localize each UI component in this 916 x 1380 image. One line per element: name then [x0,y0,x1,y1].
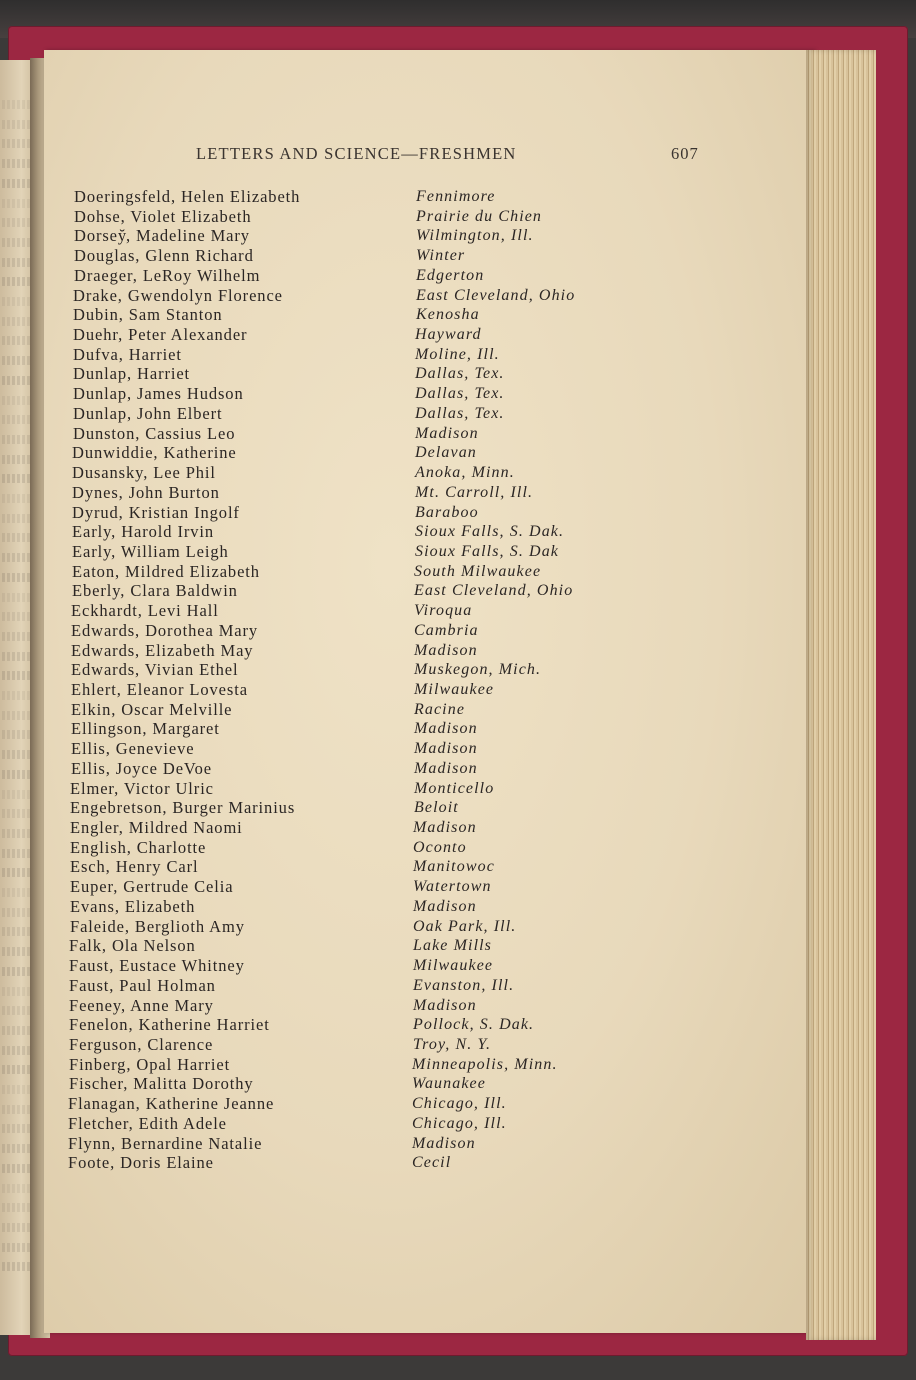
student-hometown: Milwaukee [414,681,495,698]
student-name: Dufva, Harriet [73,345,182,364]
student-name: Ellingson, Margaret [71,719,220,738]
student-hometown: Watertown [413,878,492,895]
student-name: Engler, Mildred Naomi [70,818,243,837]
student-name: Douglas, Glenn Richard [74,246,254,265]
student-hometown: Monticello [414,780,495,797]
student-name: Flynn, Bernardine Natalie [68,1134,263,1153]
student-hometown: Moline, Ill. [415,346,500,363]
student-hometown: Wilmington, Ill. [416,227,534,244]
student-hometown: Milwaukee [413,957,494,974]
student-hometown: South Milwaukee [414,563,542,580]
student-hometown: Madison [414,720,478,737]
student-hometown: Oak Park, Ill. [413,918,517,935]
student-name: Draeger, LeRoy Wilhelm [74,266,261,285]
student-hometown: Hayward [415,326,482,343]
student-name: Elkin, Oscar Melville [71,700,233,719]
student-hometown: Fennimore [416,188,496,205]
student-hometown: Sioux Falls, S. Dak. [415,523,565,540]
student-hometown: Winter [416,247,466,264]
student-hometown: Beloit [414,799,459,816]
student-name: Elmer, Victor Ulric [70,779,214,798]
student-hometown: Madison [413,997,477,1014]
student-name: Engebretson, Burger Marinius [70,798,296,817]
student-hometown: Minneapolis, Minn. [412,1056,558,1073]
student-name: Dynes, John Burton [72,483,220,502]
student-name: Drake, Gwendolyn Florence [73,286,283,305]
running-head: LETTERS AND SCIENCE—FRESHMEN [196,144,517,163]
student-hometown: Lake Mills [413,937,492,954]
student-hometown: Madison [415,425,479,442]
student-name: Dunwiddie, Katherine [72,443,237,462]
student-hometown: Baraboo [415,504,479,521]
student-hometown: Manitowoc [413,858,495,875]
student-hometown: Edgerton [416,267,485,284]
student-name: Edwards, Vivian Ethel [71,660,239,679]
student-name: Ellis, Joyce DeVoe [71,759,212,778]
page-number: 607 [671,144,699,163]
student-name: Faust, Paul Holman [69,976,216,995]
student-hometown: Madison [414,642,478,659]
student-name: Edwards, Dorothea Mary [71,621,259,640]
student-name: Dunlap, Harriet [73,364,191,383]
student-name: Ellis, Genevieve [71,739,195,758]
student-name: Esch, Henry Carl [70,857,199,876]
student-name: Fletcher, Edith Adele [68,1114,227,1133]
student-hometown: Cecil [412,1154,452,1171]
student-hometown: Chicago, Ill. [412,1095,507,1112]
student-hometown: Sioux Falls, S. Dak [415,543,559,560]
student-name: Early, Harold Irvin [72,522,215,541]
student-name: Foote, Doris Elaine [68,1153,214,1172]
student-hometown: Racine [414,701,466,718]
student-name: Dubin, Sam Stanton [73,305,223,324]
student-name: Dunston, Cassius Leo [73,424,236,443]
student-hometown: East Cleveland, Ohio [416,287,576,304]
student-hometown: Oconto [413,839,467,856]
student-hometown: Cambria [414,622,479,639]
student-name: Fischer, Malitta Dorothy [69,1074,254,1093]
student-hometown: Dallas, Tex. [415,385,505,402]
student-name: Flanagan, Katherine Jeanne [68,1094,275,1113]
student-name: Early, William Leigh [72,542,229,561]
student-name: Dusansky, Lee Phil [72,463,216,482]
student-hometown: Madison [413,898,477,915]
student-name: Fenelon, Katherine Harriet [69,1015,270,1034]
student-name: Doeringsfeld, Helen Elizabeth [74,187,301,206]
student-hometown: Viroqua [414,602,473,619]
student-name: Eckhardt, Levi Hall [71,601,219,620]
student-hometown: Madison [412,1135,476,1152]
student-hometown: Anoka, Minn. [415,464,515,481]
student-name: Euper, Gertrude Celia [70,877,234,896]
student-name: Edwards, Elizabeth May [71,641,254,660]
student-hometown: Muskegon, Mich. [414,661,542,678]
student-hometown: Madison [414,740,478,757]
student-name: Dunlap, John Elbert [73,404,223,423]
student-name: Dorsey̆, Madeline Mary [74,226,250,245]
student-name: Dyrud, Kristian Ingolf [72,503,240,522]
student-hometown: Madison [414,760,478,777]
student-hometown: Delavan [415,444,477,461]
student-name: Feeney, Anne Mary [69,996,214,1015]
student-name: Duehr, Peter Alexander [73,325,248,344]
student-name: English, Charlotte [70,838,207,857]
student-hometown: Chicago, Ill. [412,1115,507,1132]
student-name: Finberg, Opal Harriet [69,1055,231,1074]
student-hometown: Dallas, Tex. [415,405,505,422]
student-name: Dohse, Violet Elizabeth [74,207,252,226]
student-name: Dunlap, James Hudson [73,384,244,403]
student-name: Falk, Ola Nelson [69,936,196,955]
student-hometown: Prairie du Chien [416,208,543,225]
student-hometown: Madison [413,819,477,836]
student-name: Faust, Eustace Whitney [69,956,245,975]
student-name: Ferguson, Clarence [69,1035,214,1054]
student-name: Eaton, Mildred Elizabeth [72,562,260,581]
student-hometown: Waunakee [412,1075,486,1092]
student-hometown: East Cleveland, Ohio [414,582,574,599]
student-name: Eberly, Clara Baldwin [72,581,238,600]
student-hometown: Kenosha [416,306,480,323]
student-hometown: Dallas, Tex. [415,365,505,382]
student-hometown: Mt. Carroll, Ill. [415,484,534,501]
student-name: Ehlert, Eleanor Lovesta [71,680,248,699]
page-edges [806,50,876,1340]
student-name: Evans, Elizabeth [70,897,196,916]
student-hometown: Troy, N. Y. [413,1036,492,1053]
student-hometown: Evanston, Ill. [413,977,515,994]
student-hometown: Pollock, S. Dak. [413,1016,535,1033]
student-name: Faleide, Berglioth Amy [70,917,245,936]
